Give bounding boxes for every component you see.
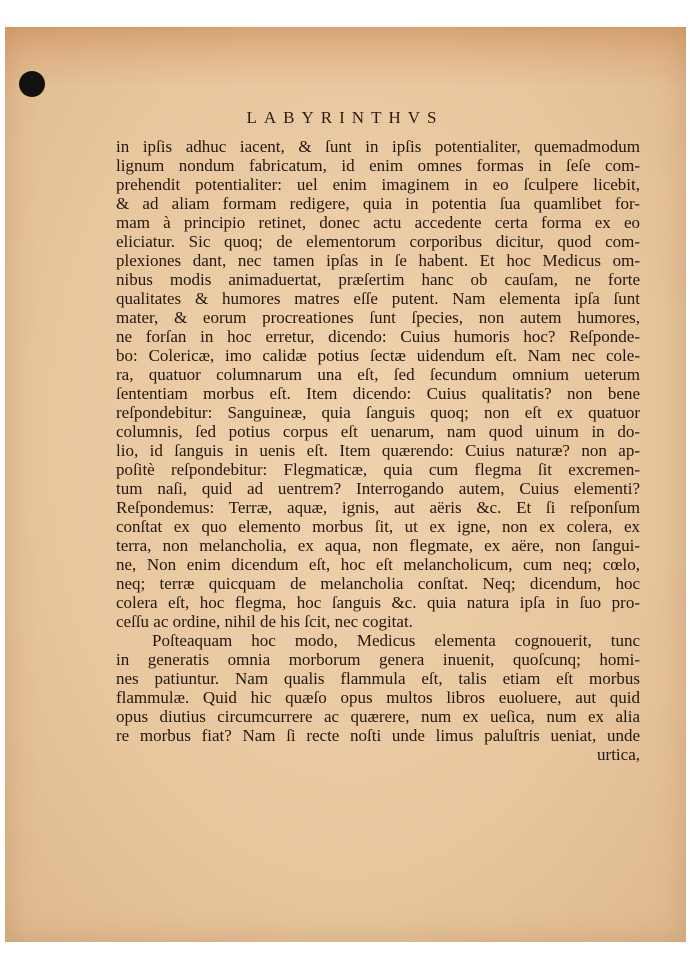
text-line: qualitates & humores matres eſſe putent. Nam elementa ipſa ſunt xyxy=(116,289,640,308)
catchword: urtica, xyxy=(597,745,640,764)
text-line: ceſſu ac ordine, nihil de his ſcit, nec cogitat. xyxy=(116,612,413,631)
text-line: colera eſt, hoc flegma, hoc ſanguis &c. quia natura ipſa in ſuo pro- xyxy=(116,593,640,612)
text-line: bo: Colericæ, imo calidæ potius ſectæ uidendum eſt. Nam nec cole- xyxy=(116,346,640,365)
text-line: Poſteaquam hoc modo, Medicus elementa cognouerit, tunc xyxy=(152,631,640,650)
text-line: tum naſi, quid ad uentrem? Interrogando autem, Cuius elementi? xyxy=(116,479,640,498)
text-line: Reſpondemus: Terræ, aquæ, ignis, aut aëris &c. Et ſi reſponſum xyxy=(116,498,640,517)
text-line: in generatis omnia morborum genera inuenit, quoſcunq; homi- xyxy=(116,650,640,669)
text-line: ra, quatuor columnarum una eſt, ſed ſecundum omnium ueterum xyxy=(116,365,640,384)
binding-hole xyxy=(19,71,45,97)
text-line: mam à principio retinet, donec actu accedente certa forma ex eo xyxy=(116,213,640,232)
text-line: in ipſis adhuc iacent, & ſunt in ipſis potentialiter, quemadmodum xyxy=(116,137,640,156)
text-line: eliciatur. Sic quoq; de elementorum corporibus dicitur, quod com- xyxy=(116,232,640,251)
text-line: nes patiuntur. Nam qualis flammula eſt, talis etiam eſt morbus xyxy=(116,669,640,688)
text-line: prehendit potentialiter: uel enim imaginem in eo ſculpere licebit, xyxy=(116,175,640,194)
text-line: re morbus fiat? Nam ſi recte noſti unde limus paluſtris ueniat, unde xyxy=(116,726,640,745)
text-line: poſitè reſpondebitur: Flegmaticæ, quia cum flegma ſit excremen- xyxy=(116,460,640,479)
text-line: reſpondebitur: Sanguineæ, quia ſanguis quoq; non eſt ex quatuor xyxy=(116,403,640,422)
text-line: conſtat ex quo elemento morbus ſit, ut ex igne, non ex colera, ex xyxy=(116,517,640,536)
text-line: & ad aliam formam redigere, quia in potentia ſua quamlibet for- xyxy=(116,194,640,213)
text-line: ne, Non enim dicendum eſt, hoc eſt melancholicum, cum neq; cœlo, xyxy=(116,555,640,574)
text-line: opus diutius circumcurrere ac quærere, num ex ueſica, num ex alia xyxy=(116,707,640,726)
running-head: LABYRINTHVS xyxy=(246,108,444,127)
text-line: terra, non melancholia, ex aqua, non flegmate, ex aëre, non ſangui- xyxy=(116,536,640,555)
body-text xyxy=(116,137,640,764)
text-line: mater, & eorum procreationes ſunt ſpecies, non autem humores, xyxy=(116,308,640,327)
text-line: flammulæ. Quid hic quæſo opus multos libros euoluere, aut quid xyxy=(116,688,640,707)
text-line: lio, id ſanguis in uenis eſt. Item quærendo: Cuius naturæ? non ap- xyxy=(116,441,640,460)
text-line: ne forſan in hoc erretur, dicendo: Cuius humoris hoc? Reſponde- xyxy=(116,327,640,346)
page-stain xyxy=(5,27,686,87)
text-line: columnis, ſed potius corpus eſt uenarum, nam quod uinum in do- xyxy=(116,422,640,441)
text-line: neq; terræ quicquam de melancholia conſtat. Neq; dicendum, hoc xyxy=(116,574,640,593)
text-line: ſententiam morbus eſt. Item dicendo: Cuius qualitatis? non bene xyxy=(116,384,640,403)
text-line: nibus modis animaduertat, præſertim hanc ob cauſam, ne forte xyxy=(116,270,640,289)
text-line: lignum nondum fabricatum, id enim omnes formas in ſeſe com- xyxy=(116,156,640,175)
text-line: plexiones dant, nec tamen ipſas in ſe habent. Et hoc Medicus om- xyxy=(116,251,640,270)
